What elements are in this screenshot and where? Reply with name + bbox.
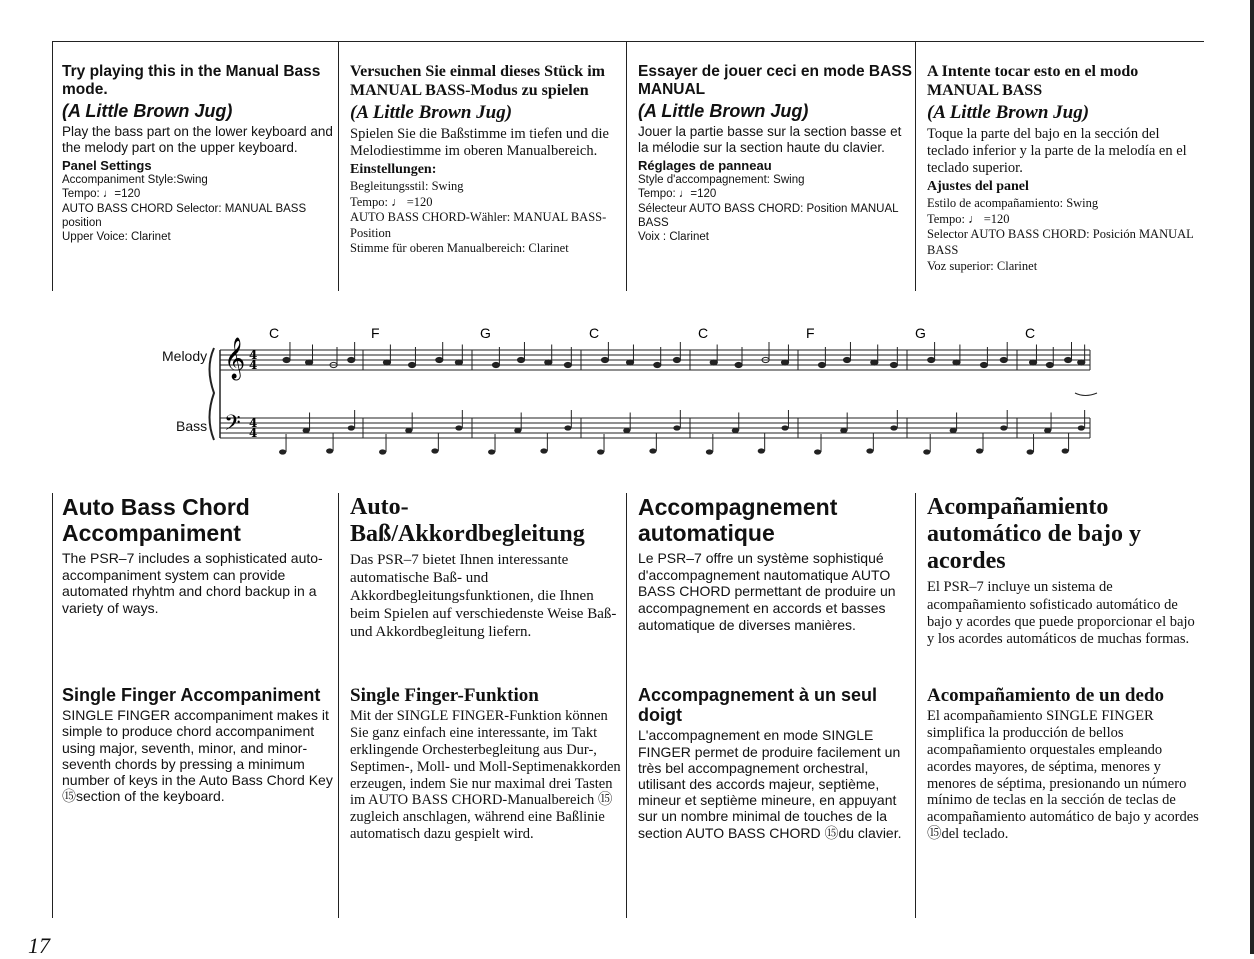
column-divider — [626, 41, 627, 291]
bass-note — [405, 428, 412, 433]
bass-note — [976, 448, 983, 453]
section-body: El PSR–7 incluye un sistema de acompañamiento sofisticado automático de bajo y acordes que puede proporcionar el bajo y los acordes automáticos de muchas formas. — [927, 579, 1195, 648]
bass-note — [866, 448, 873, 453]
melody-note — [348, 357, 355, 362]
melody-note — [871, 360, 878, 365]
bass-note — [455, 425, 462, 430]
settings-heading: Einstellungen: — [350, 162, 437, 178]
melody-label: Melody — [162, 348, 208, 364]
settings-heading: Réglages de panneau — [638, 157, 772, 173]
bass-note — [840, 428, 847, 433]
subsection-title: Acompañamiento de un dedo — [927, 685, 1164, 706]
setting-tempo: Tempo: ♩=120 — [638, 188, 717, 201]
setting-selector: Selector AUTO BASS CHORD: Posición MANUAL BASS — [927, 227, 1194, 257]
column-divider — [915, 41, 916, 291]
top-rule — [52, 41, 1204, 42]
bass-note — [649, 448, 656, 453]
bass-note — [540, 448, 547, 453]
setting-tempo: Tempo: ♩ =120 — [350, 194, 433, 209]
melody-note — [654, 362, 661, 367]
bass-note — [1044, 428, 1051, 433]
setting-voice: Stimme für oberen Manualbereich: Clarinet — [350, 241, 569, 256]
page-edge — [1250, 0, 1254, 954]
song-title: (A Little Brown Jug) — [927, 101, 1090, 123]
subsection-title: Single Finger-Funktion — [350, 685, 539, 706]
melody-note — [383, 360, 390, 365]
column-divider — [52, 41, 53, 291]
column-divider — [626, 493, 627, 918]
try-column-en — [62, 63, 337, 245]
song-title: (A Little Brown Jug) — [350, 101, 513, 123]
melody-note — [818, 362, 825, 367]
subsection-body: El acompañamiento SINGLE FINGER simplifica la producción de bellos acompañamiento orquestales empleando acordes mayores, de séptima, menores y menores de séptima, presionando un número mínimo de teclas en la sección de teclas de acompañamiento automático de bajo y acordes ⑮del teclado. — [927, 708, 1199, 842]
melody-note — [953, 360, 960, 365]
bass-note — [303, 428, 310, 433]
section-body: The PSR–7 includes a sophisticated auto-accompaniment system can provide automated rhyhtm and chord backup in a variety of ways. — [62, 549, 323, 616]
column-divider — [338, 41, 339, 291]
music-score — [205, 318, 1105, 468]
melody-note — [626, 360, 633, 365]
bass-note — [706, 449, 713, 454]
setting-style: Accompaniment Style:Swing — [62, 173, 208, 186]
bass-note — [1027, 449, 1034, 454]
melody-note — [517, 357, 524, 362]
bass-note — [279, 449, 286, 454]
melody-note — [781, 360, 788, 365]
bass-note — [673, 425, 680, 430]
melody-note — [735, 362, 742, 367]
section-title: Auto Bass Chord Accompaniment — [62, 494, 250, 546]
section-title: Auto-Baß/Akkordbegleitung — [350, 494, 585, 548]
chord-symbol: G — [915, 325, 926, 341]
setting-voice: Upper Voice: Clarinet — [62, 231, 171, 244]
try-column-fr — [638, 63, 913, 245]
melody-note — [408, 362, 415, 367]
subsection-body: SINGLE FINGER accompaniment makes it simple to produce chord accompaniment using major, seventh, minor, and minor-seventh chords by pressing a minimum number of keys in the Auto Bass Chord Key ⑮section of the keyboard. — [62, 707, 333, 805]
section-body: Le PSR–7 offre un système sophistiqué d'accompagnement nautomatique AUTO BASS CHORD permettant de produire un accompagnement en accords et basses automatique de diverses manières. — [638, 549, 896, 633]
bass-note — [923, 449, 930, 454]
try-body: Spielen Sie die Baßstimme im tiefen und die Melodiestimme im oberen Manualbereich. — [350, 126, 609, 160]
melody-note — [843, 357, 850, 362]
try-body: Toque la parte del bajo en la sección del teclado inferior y la parte de la melodía en el teclado superior. — [927, 126, 1187, 177]
bass-note — [814, 449, 821, 454]
chord-symbol: F — [371, 325, 380, 341]
system-brace — [210, 348, 215, 440]
chord-symbol: G — [480, 325, 491, 341]
melody-note — [1029, 360, 1036, 365]
tie-mark — [1075, 393, 1097, 396]
setting-voice: Voix : Clarinet — [638, 231, 709, 244]
subsection-body: Mit der SINGLE FINGER-Funktion können Sie ganz einfach eine interessante, im Takt erklingende Orchesterbegleitung aus Dur-, Septimen-, Moll- und Moll-Septimenakkorden erzeugen, indem Sie nur maximal drei Tasten im AUTO BASS CHORD-Manualbereich ⑮ zugleich anschlagen, während eine Baßlinie automatisch dazu gespielt wird. — [350, 708, 621, 842]
bass-note — [564, 425, 571, 430]
setting-selector: AUTO BASS CHORD Selector: MANUAL BASS position — [62, 202, 307, 230]
bass-note — [326, 448, 333, 453]
melody-note — [455, 360, 462, 365]
setting-tempo: Tempo: ♩ =120 — [927, 211, 1010, 226]
abc-column-en — [62, 494, 337, 617]
setting-tempo: Tempo: ♩=120 — [62, 188, 141, 201]
melody-note — [436, 357, 443, 362]
try-heading: Try playing this in the Manual Bass mode. — [62, 63, 321, 99]
melody-note — [673, 357, 680, 362]
melody-note — [492, 362, 499, 367]
bass-note — [890, 425, 897, 430]
setting-selector: AUTO BASS CHORD-Wähler: MANUAL BASS-Position — [350, 210, 607, 240]
bass-clef-icon: 𝄢 — [224, 411, 241, 441]
subsection-body: L'accompagnement en mode SINGLE FINGER permet de produire facilement un très bel accompagnement orchestral, utilisant des accords majeur, septième, mineur et septième mineure, en appuyant sur un nombre minimal de touches de la section AUTO BASS CHORD ⑮du clavier. — [638, 727, 902, 841]
page-number: 17 — [28, 933, 50, 958]
column-divider — [915, 493, 916, 918]
subsection-title: Accompagnement à un seul doigt — [638, 685, 878, 726]
chord-symbol: C — [269, 325, 280, 341]
song-title: (A Little Brown Jug) — [638, 100, 809, 121]
abc-column-es — [927, 494, 1202, 648]
melody-note — [1046, 362, 1053, 367]
abc-column-fr — [638, 494, 913, 633]
treble-clef-icon: 𝄞 — [224, 338, 246, 379]
melody-note — [306, 360, 313, 365]
abc-column-de — [350, 494, 625, 641]
bass-note — [1062, 448, 1069, 453]
setting-selector: Sélecteur AUTO BASS CHORD: Position MANUAL BASS — [638, 202, 899, 230]
bass-note — [1000, 425, 1007, 430]
single-finger-column-en — [62, 685, 337, 805]
subsection-title: Single Finger Accompaniment — [62, 685, 321, 705]
column-divider — [52, 493, 53, 918]
chord-symbol: C — [698, 325, 709, 341]
column-divider — [338, 493, 339, 918]
song-title: (A Little Brown Jug) — [62, 100, 233, 121]
chord-symbol: C — [589, 325, 600, 341]
single-finger-column-de — [350, 685, 625, 843]
single-finger-column-es — [927, 685, 1202, 843]
setting-voice: Voz superior: Clarinet — [927, 258, 1038, 273]
bass-note — [379, 449, 386, 454]
section-title: Acompañamiento automático de bajo y acordes — [927, 494, 1141, 575]
melody-note — [1065, 357, 1072, 362]
setting-style: Style d'accompagnement: Swing — [638, 173, 805, 186]
section-title: Accompagnement automatique — [638, 494, 838, 546]
try-heading: A Intente tocar esto en el modo MANUAL BASS — [927, 63, 1139, 99]
try-column-es — [927, 63, 1202, 274]
melody-note — [980, 362, 987, 367]
bass-note — [431, 448, 438, 453]
chord-symbol: C — [1025, 325, 1036, 341]
melody-note — [1000, 357, 1007, 362]
bass-note — [732, 428, 739, 433]
bass-note — [781, 425, 788, 430]
try-column-de — [350, 63, 625, 257]
section-body: Das PSR–7 bietet Ihnen interessante automatische Baß- und Akkordbegleitungsfunktionen, die Ihnen beim Spielen auf verschiedenste Weise Baß- und Akkordbegleitung liefern. — [350, 552, 617, 640]
melody-note — [601, 357, 608, 362]
bass-note — [623, 428, 630, 433]
setting-style: Estilo de acompañamiento: Swing — [927, 196, 1099, 210]
try-heading: Essayer de jouer ceci en mode BASS MANUAL — [638, 63, 912, 99]
bass-note — [597, 449, 604, 454]
melody-note — [1078, 360, 1085, 365]
single-finger-column-fr — [638, 685, 913, 841]
time-signature: 4 — [249, 358, 258, 372]
try-body: Jouer la partie basse sur la section basse et la mélodie sur la section haute du clavier. — [638, 123, 902, 155]
melody-note — [545, 360, 552, 365]
bass-note — [348, 425, 355, 430]
try-body: Play the bass part on the lower keyboard and the melody part on the upper keyboard. — [62, 123, 333, 155]
melody-note — [928, 357, 935, 362]
bass-note — [1078, 425, 1085, 430]
settings-heading: Ajustes del panel — [927, 179, 1029, 195]
settings-heading: Panel Settings — [62, 157, 152, 173]
bass-note — [488, 449, 495, 454]
time-signature: 4 — [249, 416, 258, 430]
try-heading: Versuchen Sie einmal dieses Stück im MANUAL BASS-Modus zu spielen — [350, 63, 605, 99]
melody-note — [283, 357, 290, 362]
melody-note — [710, 360, 717, 365]
bass-label: Bass — [176, 418, 208, 434]
setting-style: Begleitungsstil: Swing — [350, 178, 464, 193]
bass-note — [758, 448, 765, 453]
melody-note — [890, 362, 897, 367]
chord-symbol: F — [806, 325, 815, 341]
bass-note — [950, 428, 957, 433]
time-signature: 4 — [249, 348, 258, 362]
bass-note — [514, 428, 521, 433]
time-signature: 4 — [249, 426, 258, 440]
melody-note — [564, 362, 571, 367]
